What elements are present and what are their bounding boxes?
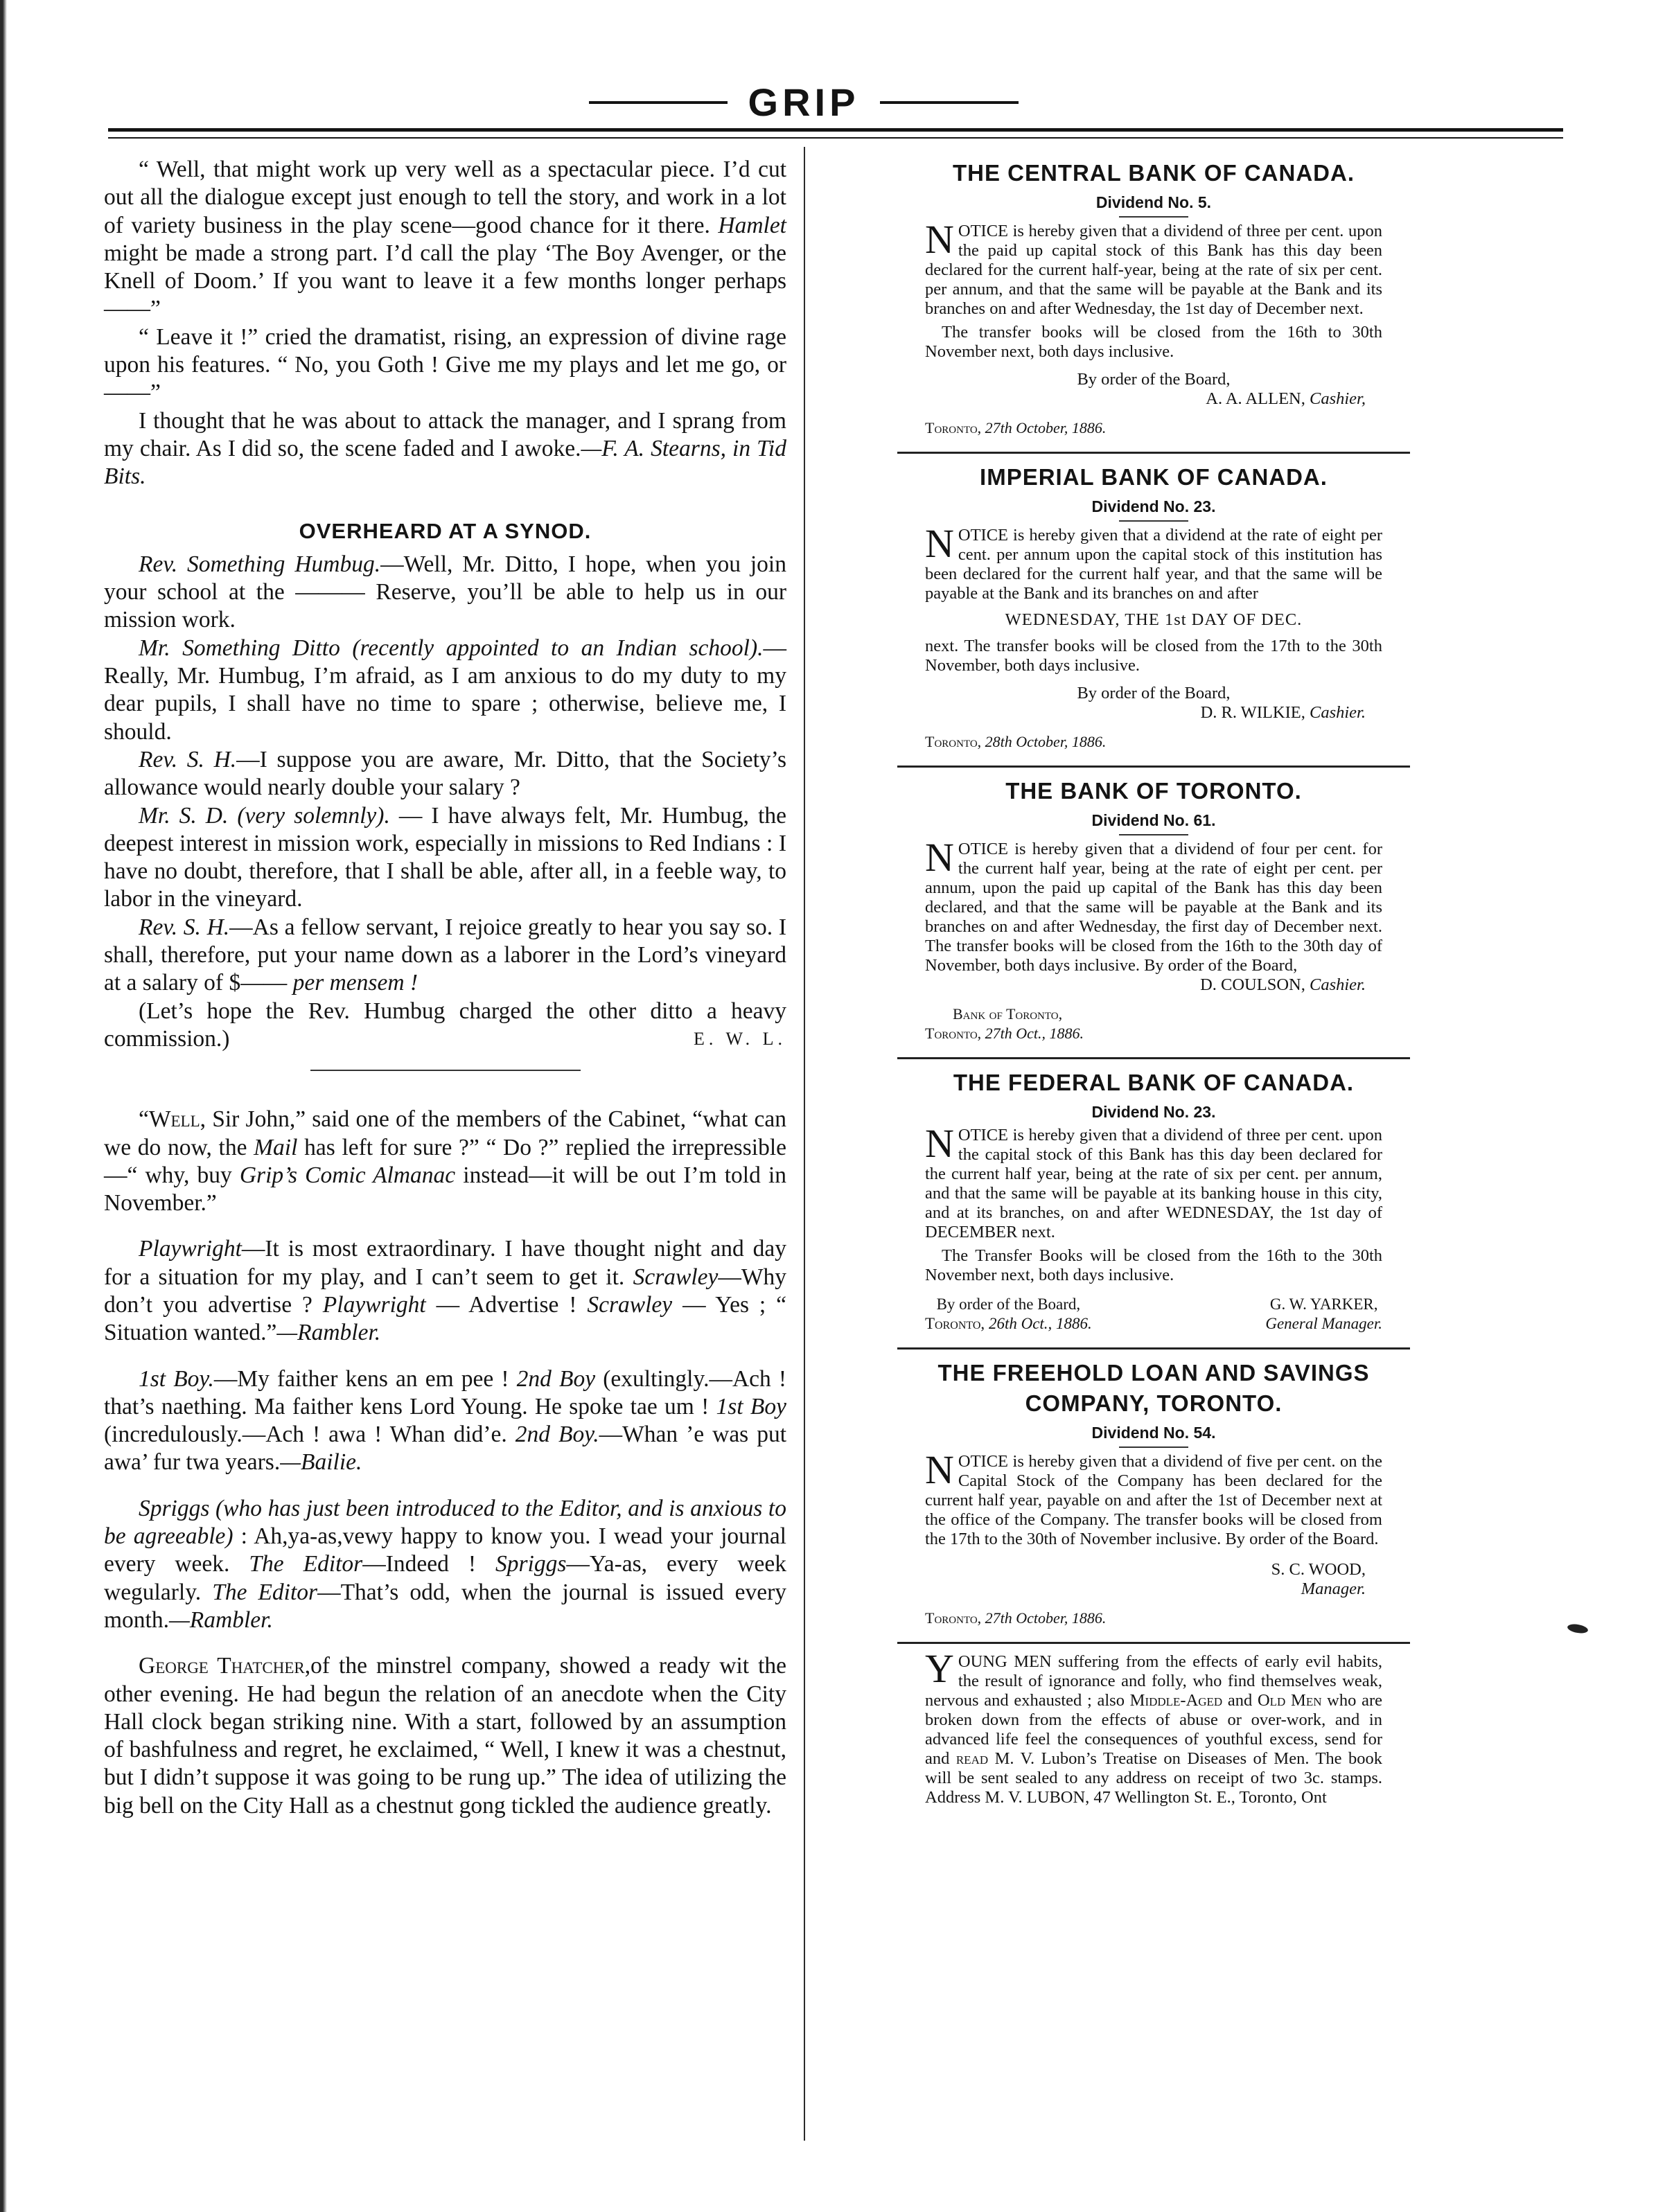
masthead-title: GRIP xyxy=(748,80,860,124)
drop-cap: N xyxy=(925,217,954,262)
ink-blot xyxy=(1567,1622,1589,1634)
notice-heading: THE FEDERAL BANK OF CANADA. xyxy=(953,1070,1355,1095)
notice-body: NOTICE is hereby given that a dividend of four per cent. for the current half year, being at the rate of eight per cent. per annum, upon the paid up capital of the Bank has this day been declared, and that the same will be payable at the Bank and its branches on and after Wednesday, the first day of December next. The transfer books will be closed from the 16th to the 30th day of November, both days inclusive. By order of the Board, xyxy=(925,835,1382,975)
anecdote-boys: 1st Boy.—My faither kens an em pee ! 2nd Boy (exultingly.—Ach ! that’s naething. Ma faither kens Lord Young. He spoke tae um ! 1st Boy (incredulously.—Ach ! awa ! Whan did’e. 2nd Boy.—Whan ’e was put awa’ fur twa years.—Bailie. xyxy=(104,1365,787,1476)
drop-cap: N xyxy=(925,835,954,880)
notice-body: NOTICE is hereby given that a dividend of three per cent. upon the paid up capital stock of this Bank has this day been declared for the current half-year, being at the rate of six per cent. per annum, and that the same will be payable at the Bank and its branches on and after Wednesday, the 1st day of December next. xyxy=(925,217,1382,318)
drop-cap: N xyxy=(925,1447,954,1492)
header-rule-thin xyxy=(108,137,1563,139)
drop-cap: N xyxy=(925,1121,954,1166)
masthead xyxy=(582,75,1025,130)
short-rule xyxy=(1119,834,1188,835)
notice-divider xyxy=(897,1642,1410,1644)
notice-paragraph: The Transfer Books will be closed from the 16th to the 30th November next, both days inclusive. xyxy=(925,1246,1382,1284)
author-initials: E. W. L. xyxy=(694,1028,786,1049)
masthead-rule-right xyxy=(880,101,1019,104)
notice-divider xyxy=(897,766,1410,768)
notice-signature-block xyxy=(925,1295,1382,1334)
notice-signer: D. COULSON, Cashier. xyxy=(1200,975,1366,994)
section-separator xyxy=(310,1070,581,1071)
story-paragraph: “ Leave it !” cried the dramatist, rising, an expression of divine rage upon his features. “ No, you Goth ! Give me my plays and let me go, or——” xyxy=(104,324,786,406)
page-edge xyxy=(0,0,7,2212)
notice-federal-bank xyxy=(925,1068,1382,1334)
notice-paragraph: The transfer books will be closed from the 16th to 30th November next, both days inclusive. xyxy=(925,323,1382,361)
anecdote-thatcher: George Thatcher,of the minstrel company, showed a ready wit the other evening. He had begun the relation of an anecdote when the City Hall clock began striking nine. With a start, followed by an assumption of bashfulness and regret, he exclaimed, “ Well, I knew it was a chestnut, but I didn’t suppose it was going to be rung up.” The idea of utilizing the big bell on the City Hall as a chestnut gong tickled the audience greatly. xyxy=(104,1653,786,1819)
notice-heading: IMPERIAL BANK OF CANADA. xyxy=(980,464,1328,490)
dialogue-paragraph: Rev. Something Humbug.—Well, Mr. Ditto, I hope, when you join your school at the ——— Reserve, you’ll be able to help us in our mission work. xyxy=(104,551,786,633)
notice-signer-title: Manager. xyxy=(1301,1580,1366,1598)
dialogue-paragraph: (Let’s hope the Rev. Humbug charged the other ditto a heavy commission.) E. W. L. xyxy=(104,998,786,1054)
column-divider xyxy=(804,147,805,2141)
notice-heading: THE FREEHOLD LOAN AND SAVINGS xyxy=(937,1360,1370,1386)
short-rule xyxy=(1119,216,1188,218)
dialogue-paragraph: Rev. S. H.—I suppose you are aware, Mr. Ditto, that the Society’s allowance would nearly double your salary ? xyxy=(104,746,786,801)
story-paragraph: “ Well, that might work up very well as a spectacular piece. I’d cut out all the dialogue except just enough to tell the story, and work in a lot of variety business in the play scene—good chance for it there. Hamlet might be made a strong part. I’d call the play ‘The Boy Avenger, or the Knell of Doom.’ If you want to leave it a few months longer perhaps——” xyxy=(104,157,786,322)
dividend-number: Dividend No. 54. xyxy=(1091,1424,1216,1442)
dividend-number: Dividend No. 5. xyxy=(1095,193,1212,211)
notice-divider xyxy=(897,1057,1410,1059)
dividend-number: Dividend No. 23. xyxy=(1091,1103,1216,1121)
notice-heading: THE CENTRAL BANK OF CANADA. xyxy=(952,160,1355,186)
masthead-rule-left xyxy=(589,101,728,104)
notice-divider xyxy=(897,1347,1410,1350)
notice-paragraph: next. The transfer books will be closed from the 17th to the 30th November, both days inclusive. xyxy=(925,637,1382,675)
notice-signer: A. A. ALLEN, Cashier, xyxy=(1206,389,1366,408)
notice-dateline: Toronto, 27th October, 1886. xyxy=(925,419,1107,436)
notice-signer: D. R. WILKIE, Cashier. xyxy=(1200,703,1366,722)
anecdote-cabinet: “Well, Sir John,” said one of the members of the Cabinet, “what can we do now, the Mail has left for sure ?” “ Do ?” replied the irrepressible—“ why, buy Grip’s Comic Almanac instead—it will be out I’m told in November.” xyxy=(104,1106,787,1216)
article-heading-synod: OVERHEARD AT A SYNOD. xyxy=(299,518,592,543)
dialogue-paragraph: Mr. Something Ditto (recently appointed to an Indian school).—Really, Mr. Humbug, I’m afraid, as I am anxious to do my duty to my dear pupils, I shall have no time to spare ; otherwise, believe me, I should. xyxy=(104,635,786,745)
anecdote-playwright: Playwright—It is most extraordinary. I have thought night and day for a situation for my play, and I can’t seem to get it. Scrawley—Why don’t you advertise ? Playwright — Advertise ! Scrawley — Yes ; “ Situation wanted.”—Rambler. xyxy=(104,1236,786,1346)
notice-dateline: Toronto, 28th October, 1886. xyxy=(925,733,1107,750)
notice-body: NOTICE is hereby given that a dividend at the rate of eight per cent. per annum upon the capital stock of this institution has been declared for the current half year, and that the same will be payable at the Bank and its branches on and after xyxy=(925,521,1382,603)
notice-body: NOTICE is hereby given that a dividend of three per cent. upon the capital stock of this Bank has this day been declared for the current half year, being at the rate of six per cent. per annum, and that the same will be payable at its banking house in this city, and at its branches, on and after WEDNESDAY, the 1st day of DECEMBER next. xyxy=(925,1121,1382,1241)
notice-body: NOTICE is hereby given that a dividend of five per cent. on the Capital Stock of the Company has been declared for the current half year, payable on and after the 1st of December next at the office of the Company. The transfer books will be closed from the 17th to the 30th of November inclusive. By order of the Board. xyxy=(925,1447,1382,1548)
notice-bank-of-toronto xyxy=(925,776,1382,1043)
notice-central-bank xyxy=(925,158,1382,438)
story-paragraph: I thought that he was about to attack the manager, and I sprang from my chair. As I did so, the scene faded and I awoke.—F. A. Stearns, in Tid Bits. xyxy=(104,407,786,490)
drop-cap: N xyxy=(925,521,954,566)
right-column xyxy=(925,158,1382,1807)
dialogue-paragraph: Mr. S. D. (very solemnly). — I have always felt, Mr. Humbug, the deepest interest in mission work, especially in missions to Red Indians : I have no doubt, therefore, that I shall be able, after all, in a feeble way, to labor in the vineyard. xyxy=(104,802,786,912)
notice-divider xyxy=(897,452,1410,454)
notice-dateline: Toronto, 27th October, 1886. xyxy=(925,1609,1107,1627)
short-rule xyxy=(1119,1446,1188,1448)
drop-cap: Y xyxy=(925,1646,954,1691)
notice-signer: S. C. WOOD, xyxy=(1271,1560,1366,1579)
notice-dateline: Bank of Toronto, Toronto, 27th Oct., 1886. xyxy=(925,1005,1084,1042)
header-rule xyxy=(108,128,1563,132)
notice-imperial-bank xyxy=(925,462,1382,752)
notice-order: By order of the Board, xyxy=(1077,370,1231,389)
advertisement-young-men: YOUNG MEN suffering from the effects of early evil habits, the result of ignorance and folly, who find themselves weak, nervous and exhausted ; also Middle-Aged and Old Men who are broken down from the effects of abuse or over-work, and in advanced life feel the consequences of youthful excess, send for and read M. V. Lubon’s Treatise on Diseases of Men. The book will be sent sealed to any address on receipt of two 3c. stamps. Address M. V. LUBON, 47 Wellington St. E., Toronto, Ont xyxy=(925,1646,1383,1807)
notice-order: By order of the Board, xyxy=(1077,684,1231,702)
notice-heading-line2: COMPANY, TORONTO. xyxy=(1025,1390,1283,1416)
anecdote-spriggs: Spriggs (who has just been introduced to the Editor, and is anxious to be agreeable) : Ah,ya-as,vewy happy to know you. I wead your journal every week. The Editor—Indeed ! Spriggs—Ya-as, every week wegularly. The Editor—That’s odd, when the journal is issued every month.—Rambler. xyxy=(104,1495,787,1633)
left-column xyxy=(104,156,786,1820)
notice-freehold-loan xyxy=(925,1358,1382,1628)
notice-order-block: By order of the Board, Toronto, 26th Oct., 1886. xyxy=(925,1295,1092,1332)
dividend-number: Dividend No. 23. xyxy=(1091,497,1216,515)
notice-date-line: WEDNESDAY, THE 1st DAY OF DEC. xyxy=(1005,610,1303,629)
dividend-number: Dividend No. 61. xyxy=(1091,811,1216,829)
short-rule xyxy=(1119,520,1188,522)
notice-signer-block: G. W. YARKER, General Manager. xyxy=(1265,1295,1382,1332)
dialogue-paragraph: Rev. S. H.—As a fellow servant, I rejoice greatly to hear you say so. I shall, therefore, put your name down as a laborer in the Lord’s vineyard at a salary of $—— per mensem ! xyxy=(104,914,786,996)
notice-heading: THE BANK OF TORONTO. xyxy=(1005,778,1302,804)
